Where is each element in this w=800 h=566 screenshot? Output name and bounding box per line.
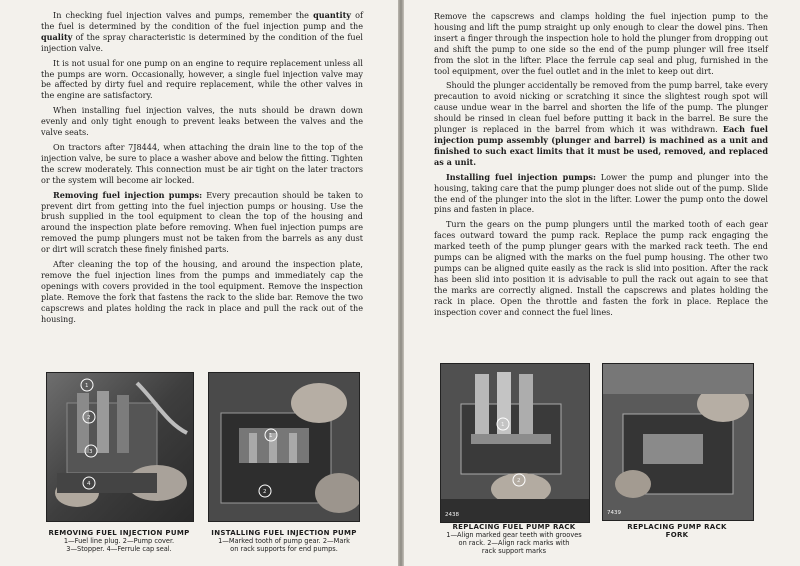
caption-line: 3—Stopper. 4—Ferrule cap seal.: [66, 545, 172, 553]
figure-removing-pump-caption: [42, 529, 196, 553]
body-text: When installing fuel injection valves, the nuts should be drawn down evenly and only tight enough to prevent leaks between the valves and the valve seats.: [41, 105, 363, 138]
figure-title: REMOVING FUEL INJECTION PUMP: [48, 529, 190, 537]
body-text: After cleaning the top of the housing, and around the inspection plate, remove the fuel injection lines from the pumps and immediately cap the openings with covers provided in the tool equipment. Remove the inspection plate. Remove the fork that fastens the rack to the slide bar. Remove the two capscrews and plates holding the rack in place and pull the rack out of the housing.: [41, 259, 363, 324]
bold-text: Each fuel injection pump assembly (plunger and barrel) is machined as a unit and finished to such exact limits that it must be used, removed, and replaced as a unit.: [434, 124, 768, 167]
figure-title: REPLACING PUMP RACK: [627, 523, 727, 531]
installing-pump-photo-image: [209, 373, 359, 521]
paragraph: [41, 105, 363, 138]
paragraph: [434, 80, 768, 167]
paragraph: [41, 10, 363, 54]
left-page-text: [41, 10, 363, 328]
left-page: [0, 0, 398, 566]
bold-text: Installing fuel injection pumps:: [446, 171, 596, 182]
svg-text:2438: 2438: [445, 512, 459, 518]
body-text: Every precaution should be taken to prevent dirt from getting into the fuel injection pumps or housing. Use the brush supplied in the tool equipment to clean the top of the housing and around the inspection plate before removing. When fuel injection pumps are removed the pump plungers must not be taken from the barrels as any dust or dirt will scratch these finely finished parts.: [41, 189, 363, 255]
paragraph: [41, 259, 363, 324]
body-text: of the fuel is determined by the condition of the fuel injection pump and the: [41, 10, 363, 31]
figure-title: INSTALLING FUEL INJECTION PUMP: [211, 529, 357, 537]
bold-text: quantity: [313, 10, 352, 20]
paragraph: [434, 219, 768, 317]
bold-text: Removing fuel injection pumps:: [53, 189, 203, 200]
svg-text:4: 4: [87, 481, 91, 487]
body-text: Turn the gears on the pump plungers until the marked tooth of each gear faces outward toward the pump rack. Replace the pump rack engaging the marked teeth of the pump plunger gears with the marked rack teeth. The end pumps can be aligned with the marks on the fuel pump housing. The other two pumps can be aligned quite easily as the rack is slid into position. After the rack has been slid into position it is advisable to pull the rack out again to see that the marks are correctly aligned. Install the capscrews and plates holding the rack in place. Open the throttle and fasten the fork in place. Replace the inspection cover and connect the fuel lines.: [434, 219, 768, 317]
paragraph: [41, 58, 363, 102]
svg-text:1: 1: [269, 433, 273, 439]
replacing-rack-photo-image: [441, 364, 589, 522]
paragraph: [434, 11, 768, 76]
body-text: Lower the pump and plunger into the housing, taking care that the pump plunger does not slide out of the pump. Slide the end of the plunger into the slot in the lifter. Lower the pump onto the dowel pins and fasten in place.: [434, 171, 768, 215]
body-text: of the spray characteristic is determined by the condition of the fuel injection valve.: [41, 31, 363, 53]
caption-line: 1—Marked tooth of pump gear. 2—Mark: [218, 537, 350, 545]
svg-text:2: 2: [517, 478, 521, 484]
figure-replacing-rack-caption: [432, 523, 596, 555]
svg-text:3: 3: [89, 449, 93, 455]
figure-title: REPLACING FUEL PUMP RACK: [452, 523, 576, 531]
right-page: [404, 0, 800, 566]
caption-line: rack support marks: [481, 547, 547, 555]
figure-replacing-fork-photo: [602, 363, 754, 521]
paragraph: [434, 172, 768, 216]
caption-line: on rack. 2—Align rack marks with: [458, 539, 570, 547]
caption-line: on rack supports for end pumps.: [230, 545, 338, 553]
figure-removing-pump-photo: [46, 372, 194, 522]
body-text: Remove the capscrews and clamps holding the fuel injection pump to the housing and lift the pump straight up only enough to clear the dowel pins. Then insert a finger through the inspection hole to hold the plunger from dropping out and shift the pump to one side so the end of the pump plunger will free itself from the slot in the lifter. Place the ferrule cap seal and plug, furnished in the tool equipment, over the fuel outlet and in the inlet to keep out dirt.: [434, 11, 768, 76]
bold-text: quality: [41, 31, 73, 42]
figure-installing-pump-photo: [208, 372, 360, 522]
figure-installing-pump-caption: [204, 529, 364, 553]
right-page-text: [434, 11, 768, 321]
svg-text:2: 2: [263, 489, 267, 495]
caption-line: 1—Align marked gear teeth with grooves: [446, 531, 582, 539]
figure-replacing-fork-caption: [602, 523, 752, 539]
replacing-fork-photo-image: [603, 364, 753, 520]
paragraph: [41, 190, 363, 255]
svg-text:1: 1: [85, 383, 89, 389]
caption-line: 1—Fuel line plug. 2—Pump cover.: [63, 537, 175, 545]
body-text: Should the plunger accidentally be removed from the pump barrel, take every precaution to avoid nicking or scratching it since the slightest rough spot will cause undue wear in the barrel and shorten the life of the pump. The plunger should be rinsed in clean fuel before putting it back in the barrel. Be sure the plunger is replaced in the barrel from which it was withdrawn.: [434, 80, 768, 135]
svg-text:7439: 7439: [607, 510, 621, 516]
paragraph: [41, 142, 363, 186]
figure-title-line-2: FORK: [665, 531, 689, 539]
removing-pump-photo-image: [47, 373, 193, 521]
body-text: In checking fuel injection valves and pumps, remember the: [53, 10, 314, 20]
body-text: It is not usual for one pump on an engine to require replacement unless all the pumps are worn. Occasionally, however, a single fuel injection valve may be affected by dirty fuel and require replacement, while the other valves in the engine are satisfactory.: [41, 57, 363, 101]
body-text: On tractors after 7J8444, when attaching the drain line to the top of the injection valve, be sure to place a washer above and below the fitting. Tighten the screw moderately. This connection must be air tight on the later tractors or the system will become air locked.: [41, 141, 363, 185]
svg-text:1: 1: [501, 422, 505, 428]
figure-replacing-rack-photo: [440, 363, 590, 523]
svg-text:2: 2: [87, 415, 91, 421]
